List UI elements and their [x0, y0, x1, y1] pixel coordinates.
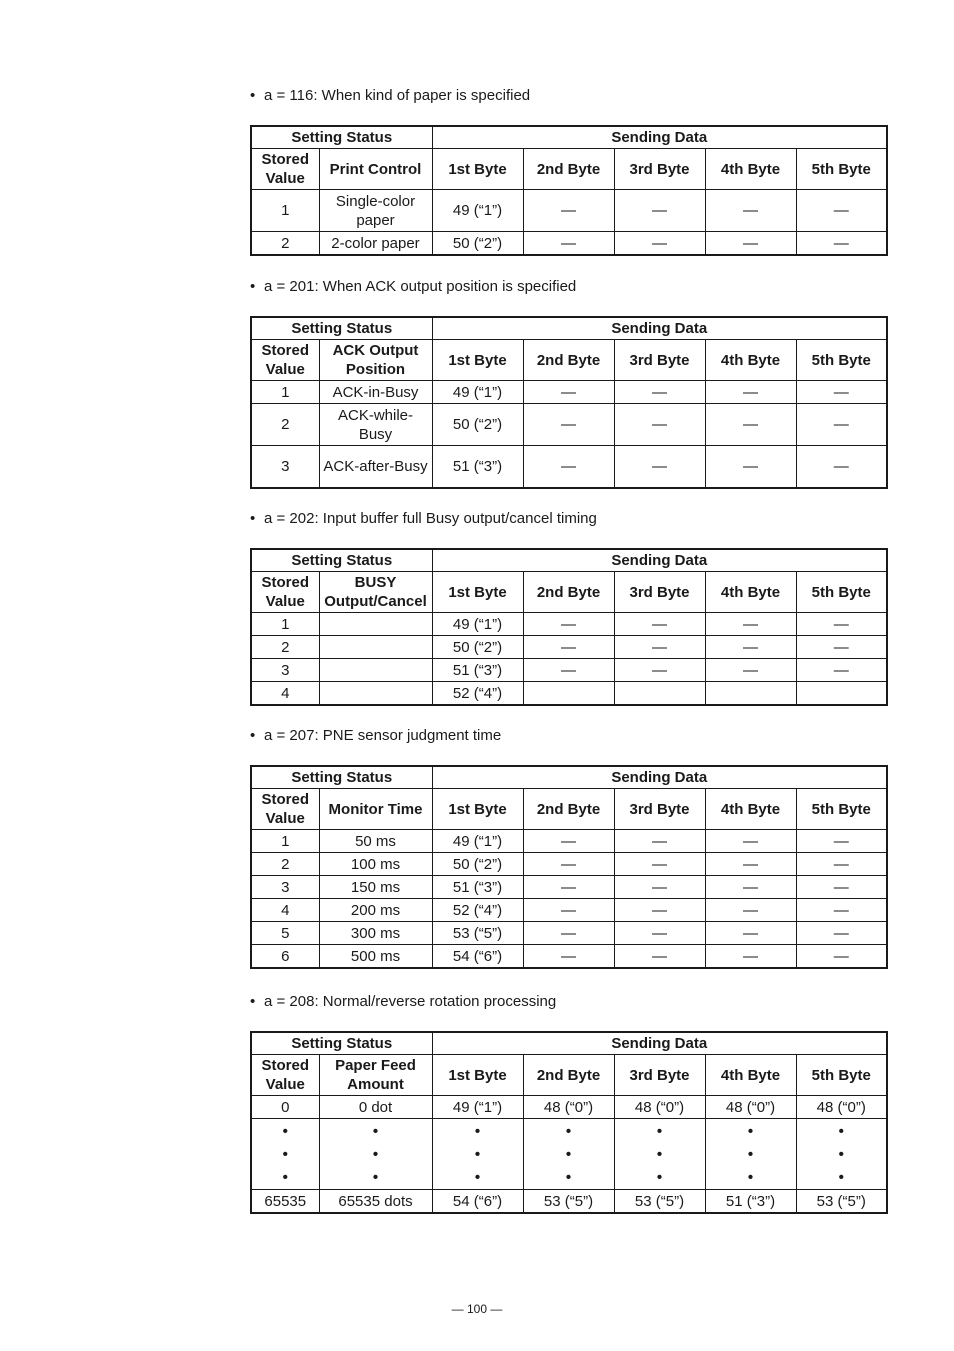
table-cell: 48 (“0”) [614, 1096, 705, 1119]
table-cell: — [705, 446, 796, 489]
header-row-2 [251, 572, 887, 613]
col2-header: Print Control [319, 149, 432, 190]
table-cell: — [614, 446, 705, 489]
table-cell: 51 (“3”) [432, 446, 523, 489]
table-cell: — [523, 613, 614, 636]
table-cell: 3 [251, 659, 319, 682]
header-row-1 [251, 126, 887, 149]
table-cell: — [523, 830, 614, 853]
table-cell: 49 (“1”) [432, 381, 523, 404]
table-cell: — [796, 853, 887, 876]
ellipsis-row [251, 1119, 887, 1190]
byte-header-5: 5th Byte [796, 340, 887, 381]
table-cell: — [614, 922, 705, 945]
table-cell: — [614, 830, 705, 853]
table-cell: — [796, 636, 887, 659]
table-row [251, 404, 887, 446]
table-cell: — [705, 404, 796, 446]
section-title-text: a = 202: Input buffer full Busy output/cancel timing [264, 510, 597, 527]
byte-header-4: 4th Byte [705, 1055, 796, 1096]
table-cell: 50 (“2”) [432, 636, 523, 659]
page-number: — 100 — [451, 1302, 503, 1316]
byte-header-1: 1st Byte [432, 149, 523, 190]
table-row [251, 232, 887, 256]
table-cell: 52 (“4”) [432, 682, 523, 706]
table-cell: 51 (“3”) [705, 1190, 796, 1214]
sending-data-header: Sending Data [432, 1032, 887, 1055]
table-cell [796, 682, 887, 706]
table-cell [705, 682, 796, 706]
table-cell: — [523, 190, 614, 232]
table-row [251, 1096, 887, 1119]
table-cell: 54 (“6”) [432, 945, 523, 969]
table-row [251, 613, 887, 636]
table-row [251, 945, 887, 969]
table-cell: — [796, 446, 887, 489]
data-table [250, 548, 888, 706]
table-row [251, 381, 887, 404]
bullet-dot: • [250, 993, 256, 1010]
table-cell: 53 (“5”) [432, 922, 523, 945]
table-cell: 53 (“5”) [523, 1190, 614, 1214]
table-cell: — [614, 899, 705, 922]
section-0 [250, 87, 886, 256]
byte-header-2: 2nd Byte [523, 572, 614, 613]
table-cell: — [523, 853, 614, 876]
section-title-text: a = 116: When kind of paper is specified [264, 87, 531, 104]
col2-header: ACK Output Position [319, 340, 432, 381]
table-cell: 5 [251, 922, 319, 945]
section-4 [250, 993, 886, 1214]
bullet-dot: • [250, 87, 256, 104]
ellipsis-cell: • • • [614, 1119, 705, 1190]
table-cell: 50 (“2”) [432, 232, 523, 256]
table-row [251, 636, 887, 659]
byte-header-3: 3rd Byte [614, 149, 705, 190]
table-cell: ACK-after-Busy [319, 446, 432, 489]
byte-header-4: 4th Byte [705, 149, 796, 190]
table-row [251, 659, 887, 682]
table-cell: — [614, 404, 705, 446]
table-cell: 49 (“1”) [432, 190, 523, 232]
table-cell: 150 ms [319, 876, 432, 899]
table-cell: 3 [251, 446, 319, 489]
byte-header-3: 3rd Byte [614, 1055, 705, 1096]
table-cell: — [705, 232, 796, 256]
sending-data-header: Sending Data [432, 126, 887, 149]
table-cell: — [705, 381, 796, 404]
table-cell: — [705, 876, 796, 899]
table-cell [614, 682, 705, 706]
setting-status-header: Setting Status [251, 126, 432, 149]
stored-value-header: Stored Value [251, 149, 319, 190]
table-cell: 6 [251, 945, 319, 969]
table-cell: 1 [251, 613, 319, 636]
byte-header-4: 4th Byte [705, 340, 796, 381]
table-cell: 500 ms [319, 945, 432, 969]
table-cell: 51 (“3”) [432, 659, 523, 682]
stored-value-header: Stored Value [251, 340, 319, 381]
table-row [251, 876, 887, 899]
setting-status-header: Setting Status [251, 317, 432, 340]
col2-header: Monitor Time [319, 789, 432, 830]
table-cell: — [796, 922, 887, 945]
table-cell [523, 682, 614, 706]
table-cell [319, 659, 432, 682]
data-table [250, 316, 888, 489]
ellipsis-cell: • • • [796, 1119, 887, 1190]
table-cell: 3 [251, 876, 319, 899]
section-title-text: a = 201: When ACK output position is specified [264, 278, 577, 295]
table-cell: — [614, 659, 705, 682]
spacer [250, 1011, 886, 1031]
table-cell: — [705, 922, 796, 945]
byte-header-5: 5th Byte [796, 149, 887, 190]
table-cell: 50 ms [319, 830, 432, 853]
table-cell: — [614, 232, 705, 256]
bullet-dot: • [250, 510, 256, 527]
table-cell: — [523, 446, 614, 489]
section-title [250, 727, 886, 745]
table-cell: 53 (“5”) [614, 1190, 705, 1214]
table-cell: — [796, 190, 887, 232]
spacer [250, 745, 886, 765]
ellipsis-cell: • • • [251, 1119, 319, 1190]
byte-header-3: 3rd Byte [614, 789, 705, 830]
table-cell: — [523, 922, 614, 945]
spacer [250, 105, 886, 125]
table-cell: 65535 [251, 1190, 319, 1214]
table-cell: 4 [251, 682, 319, 706]
byte-header-5: 5th Byte [796, 1055, 887, 1096]
table-cell [319, 613, 432, 636]
table-cell: 53 (“5”) [796, 1190, 887, 1214]
table-cell: — [523, 404, 614, 446]
table-cell: — [523, 232, 614, 256]
stored-value-header: Stored Value [251, 1055, 319, 1096]
byte-header-1: 1st Byte [432, 340, 523, 381]
setting-status-header: Setting Status [251, 549, 432, 572]
section-title [250, 278, 886, 296]
table-cell: — [614, 876, 705, 899]
table-cell: — [523, 659, 614, 682]
table-cell: 0 [251, 1096, 319, 1119]
table-cell: — [796, 613, 887, 636]
table-cell: 200 ms [319, 899, 432, 922]
table-cell: — [523, 945, 614, 969]
spacer [250, 528, 886, 548]
table-cell: ACK-while-Busy [319, 404, 432, 446]
table-row [251, 446, 887, 489]
table-cell: 300 ms [319, 922, 432, 945]
table-cell: — [705, 190, 796, 232]
table-cell: 1 [251, 830, 319, 853]
table-cell: — [796, 945, 887, 969]
table-row [251, 682, 887, 706]
header-row-2 [251, 789, 887, 830]
table-cell: — [523, 636, 614, 659]
table-cell: — [796, 381, 887, 404]
col2-header: Paper Feed Amount [319, 1055, 432, 1096]
table-cell: 65535 dots [319, 1190, 432, 1214]
stored-value-header: Stored Value [251, 789, 319, 830]
byte-header-4: 4th Byte [705, 789, 796, 830]
data-table [250, 1031, 888, 1214]
ellipsis-cell: • • • [523, 1119, 614, 1190]
spacer [250, 296, 886, 316]
table-cell: 2 [251, 232, 319, 256]
setting-status-header: Setting Status [251, 766, 432, 789]
table-cell: 54 (“6”) [432, 1190, 523, 1214]
table-cell: — [614, 381, 705, 404]
table-row [251, 899, 887, 922]
table-cell: — [614, 190, 705, 232]
section-1 [250, 278, 886, 489]
ellipsis-cell: • • • [319, 1119, 432, 1190]
table-row [251, 922, 887, 945]
table-cell: — [523, 876, 614, 899]
table-cell: — [796, 232, 887, 256]
data-table [250, 125, 888, 256]
table-cell: — [796, 876, 887, 899]
table-cell: 100 ms [319, 853, 432, 876]
table-cell: 4 [251, 899, 319, 922]
byte-header-2: 2nd Byte [523, 1055, 614, 1096]
section-title [250, 993, 886, 1011]
table-cell: — [614, 636, 705, 659]
ellipsis-cell: • • • [432, 1119, 523, 1190]
header-row-1 [251, 549, 887, 572]
table-cell [319, 682, 432, 706]
section-title-text: a = 208: Normal/reverse rotation processing [264, 993, 557, 1010]
section-title [250, 510, 886, 528]
bullet-dot: • [250, 278, 256, 295]
col2-header: BUSY Output/Cancel [319, 572, 432, 613]
table-cell [319, 636, 432, 659]
bullet-dot: • [250, 727, 256, 744]
byte-header-3: 3rd Byte [614, 340, 705, 381]
table-cell: — [796, 659, 887, 682]
table-cell: 48 (“0”) [796, 1096, 887, 1119]
table-cell: — [705, 853, 796, 876]
table-row [251, 190, 887, 232]
table-cell: — [614, 853, 705, 876]
table-cell: 49 (“1”) [432, 1096, 523, 1119]
header-row-1 [251, 766, 887, 789]
table-cell: — [705, 945, 796, 969]
table-cell: — [523, 899, 614, 922]
header-row-2 [251, 149, 887, 190]
byte-header-5: 5th Byte [796, 572, 887, 613]
table-row [251, 853, 887, 876]
section-title-text: a = 207: PNE sensor judgment time [264, 727, 502, 744]
byte-header-4: 4th Byte [705, 572, 796, 613]
table-cell: — [705, 659, 796, 682]
table-cell: ACK-in-Busy [319, 381, 432, 404]
table-cell: 49 (“1”) [432, 830, 523, 853]
header-row-2 [251, 1055, 887, 1096]
table-cell: 2 [251, 636, 319, 659]
byte-header-5: 5th Byte [796, 789, 887, 830]
table-cell: — [705, 613, 796, 636]
byte-header-2: 2nd Byte [523, 789, 614, 830]
byte-header-1: 1st Byte [432, 789, 523, 830]
header-row-1 [251, 317, 887, 340]
stored-value-header: Stored Value [251, 572, 319, 613]
table-cell: — [523, 381, 614, 404]
header-row-1 [251, 1032, 887, 1055]
table-cell: Single-color paper [319, 190, 432, 232]
header-row-2 [251, 340, 887, 381]
table-cell: — [796, 404, 887, 446]
table-cell: — [705, 899, 796, 922]
table-cell: 52 (“4”) [432, 899, 523, 922]
table-cell: — [614, 945, 705, 969]
sending-data-header: Sending Data [432, 549, 887, 572]
table-cell: 1 [251, 190, 319, 232]
table-cell: 2 [251, 853, 319, 876]
sending-data-header: Sending Data [432, 317, 887, 340]
table-cell: 49 (“1”) [432, 613, 523, 636]
table-cell: — [705, 830, 796, 853]
table-row [251, 1190, 887, 1214]
table-cell: 48 (“0”) [705, 1096, 796, 1119]
table-cell: 2-color paper [319, 232, 432, 256]
ellipsis-cell: • • • [705, 1119, 796, 1190]
byte-header-2: 2nd Byte [523, 340, 614, 381]
table-row [251, 830, 887, 853]
table-cell: — [796, 830, 887, 853]
section-3 [250, 727, 886, 969]
byte-header-2: 2nd Byte [523, 149, 614, 190]
table-cell: 0 dot [319, 1096, 432, 1119]
table-cell: 50 (“2”) [432, 853, 523, 876]
table-cell: 48 (“0”) [523, 1096, 614, 1119]
table-cell: — [614, 613, 705, 636]
table-cell: 51 (“3”) [432, 876, 523, 899]
section-2 [250, 510, 886, 706]
table-cell: — [705, 636, 796, 659]
data-table [250, 765, 888, 969]
sending-data-header: Sending Data [432, 766, 887, 789]
table-cell: — [796, 899, 887, 922]
byte-header-3: 3rd Byte [614, 572, 705, 613]
table-cell: 50 (“2”) [432, 404, 523, 446]
byte-header-1: 1st Byte [432, 1055, 523, 1096]
section-title [250, 87, 886, 105]
table-cell: 2 [251, 404, 319, 446]
setting-status-header: Setting Status [251, 1032, 432, 1055]
table-cell: 1 [251, 381, 319, 404]
byte-header-1: 1st Byte [432, 572, 523, 613]
